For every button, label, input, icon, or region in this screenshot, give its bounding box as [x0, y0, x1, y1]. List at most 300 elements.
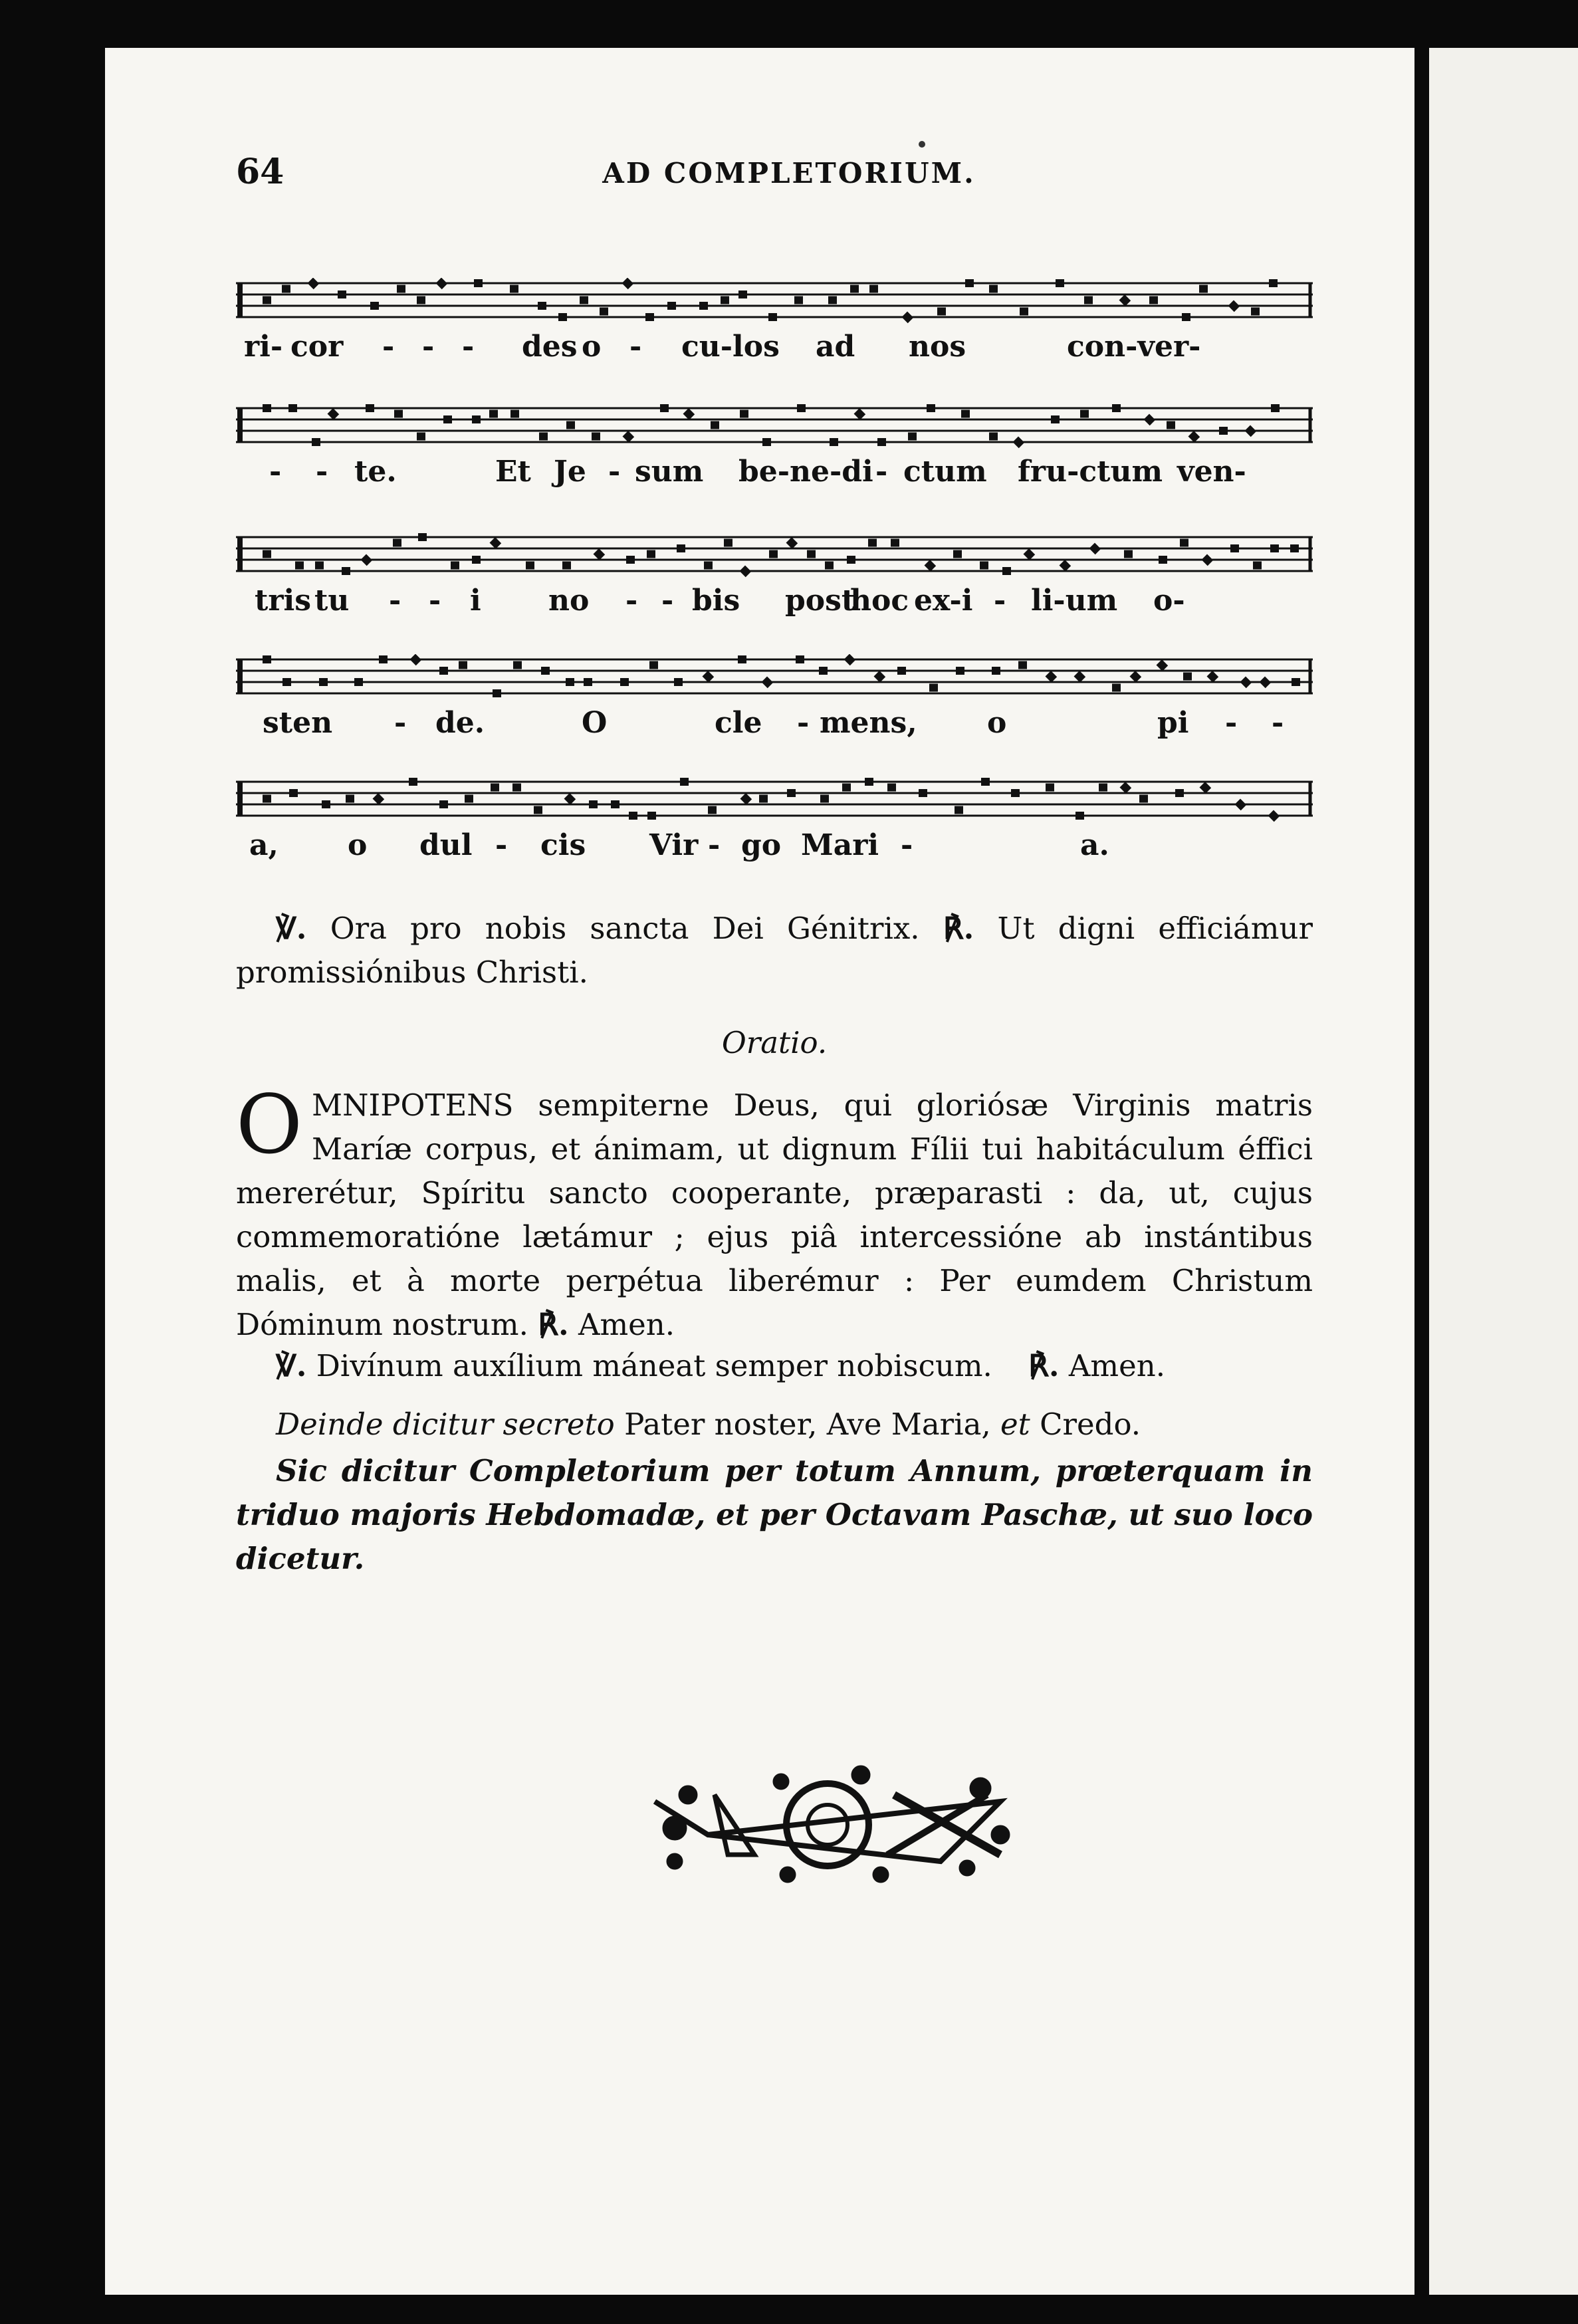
neume	[282, 285, 290, 293]
neume	[510, 410, 519, 418]
syllable: no	[548, 584, 590, 618]
neume	[263, 550, 271, 558]
syllable: -	[994, 584, 1006, 618]
neume	[623, 431, 635, 443]
syllable: -	[1272, 706, 1284, 740]
versicle-text: Ora pro nobis sancta Dei Génitrix.	[330, 911, 920, 946]
clef	[237, 283, 243, 317]
neume	[1180, 539, 1188, 547]
oratio-prayer	[236, 1078, 1313, 1347]
neume	[1271, 404, 1280, 412]
neume	[465, 795, 473, 803]
syllable: a,	[249, 828, 279, 862]
neume	[366, 404, 374, 412]
neume	[908, 433, 917, 441]
neume	[740, 566, 752, 578]
syllable: -	[1225, 706, 1238, 740]
oratio-heading: Oratio.	[721, 1025, 828, 1060]
neume	[1149, 296, 1158, 304]
neume	[768, 313, 777, 321]
neume	[1199, 285, 1208, 293]
syllable: nos	[909, 330, 966, 364]
neume	[897, 667, 906, 675]
neume	[667, 302, 676, 310]
neume	[1139, 795, 1148, 803]
neume	[410, 654, 422, 665]
rubric-roman: Pater noster, Ave Maria,	[624, 1407, 991, 1442]
syllable: tu	[314, 584, 350, 618]
staff	[236, 403, 1313, 455]
syllable: Vir	[649, 828, 699, 862]
syllable: -	[625, 584, 638, 618]
neume	[1112, 404, 1121, 412]
neume	[513, 661, 522, 669]
rubric-roman: Credo.	[1040, 1407, 1141, 1442]
neume	[342, 567, 350, 575]
neume	[580, 296, 588, 304]
neume	[512, 784, 521, 792]
neume	[902, 312, 914, 324]
neume	[1200, 782, 1212, 794]
neume	[1024, 548, 1036, 560]
neume	[887, 784, 896, 792]
drop-cap: O	[236, 1078, 303, 1172]
neume	[738, 655, 746, 663]
syllable: -	[661, 584, 674, 618]
neume	[865, 778, 873, 786]
syllable: Mari	[801, 828, 879, 862]
clef	[237, 537, 243, 571]
page-header	[0, 152, 1578, 211]
syllable: -	[422, 330, 435, 364]
neume	[289, 789, 298, 797]
staff	[236, 278, 1313, 330]
neume	[1089, 543, 1101, 555]
neume	[361, 554, 373, 566]
neume	[541, 667, 550, 675]
neume	[1056, 279, 1064, 287]
syllable: i	[470, 584, 481, 618]
syllable: sum	[635, 455, 704, 489]
versicle-symbol: ℣.	[276, 1348, 307, 1383]
neume	[708, 806, 717, 814]
neume	[1188, 431, 1200, 443]
neume	[674, 678, 683, 686]
neume	[877, 438, 886, 446]
neume	[1228, 300, 1240, 312]
neume	[1119, 294, 1131, 306]
neume	[592, 433, 600, 441]
staff	[236, 776, 1313, 828]
neume	[417, 296, 425, 304]
chant-system-2	[236, 403, 1313, 501]
neume	[850, 285, 859, 293]
neume	[417, 433, 425, 441]
chant-system-4	[236, 654, 1313, 753]
neume	[373, 793, 385, 805]
neume	[491, 784, 499, 792]
neume	[703, 671, 715, 683]
neume	[645, 313, 654, 321]
neume	[1235, 799, 1247, 811]
neume	[819, 667, 828, 675]
lyrics	[236, 455, 1313, 501]
syllable: a.	[1080, 828, 1109, 862]
neume	[474, 279, 483, 287]
syllable: -	[608, 455, 621, 489]
neume	[354, 678, 363, 686]
syllable: Je	[554, 455, 586, 489]
syllable: mens,	[820, 706, 917, 740]
neume	[322, 800, 330, 808]
neume	[1269, 279, 1278, 287]
syllable: -	[389, 584, 401, 618]
neume	[409, 778, 417, 786]
neume	[786, 537, 798, 549]
neume	[584, 678, 592, 686]
tailpiece-ornament	[628, 1755, 1027, 1888]
neume	[611, 800, 620, 808]
neume	[393, 539, 401, 547]
facing-page-edge	[1429, 48, 1578, 2295]
neume	[328, 408, 340, 420]
clef	[237, 782, 243, 816]
neume	[1268, 810, 1280, 822]
neume	[346, 795, 354, 803]
chant-system-5	[236, 776, 1313, 875]
neume	[558, 313, 567, 321]
neume	[704, 562, 713, 570]
versicle-text: Divínum auxílium máneat semper nobiscum.	[316, 1348, 992, 1383]
neume	[992, 667, 1000, 675]
neume	[769, 550, 778, 558]
neume	[1182, 313, 1190, 321]
neume	[1002, 567, 1011, 575]
neume	[1046, 784, 1054, 792]
neume	[740, 793, 752, 805]
neume	[418, 533, 427, 541]
clef	[237, 408, 243, 442]
neume	[724, 539, 733, 547]
neume	[566, 678, 574, 686]
neume	[394, 410, 403, 418]
syllable: ad	[816, 330, 855, 364]
neume	[526, 562, 534, 570]
syllable: -	[797, 706, 810, 740]
neume	[787, 789, 796, 797]
neume	[647, 550, 655, 558]
neume	[677, 544, 685, 552]
neume	[295, 562, 304, 570]
syllable: te.	[354, 455, 397, 489]
neume	[620, 678, 629, 686]
lyrics	[236, 828, 1313, 875]
neume	[1202, 554, 1214, 566]
chant-system-1	[236, 278, 1313, 376]
neume	[489, 410, 498, 418]
neume	[847, 556, 855, 564]
neume	[600, 308, 608, 316]
lyrics	[236, 330, 1313, 376]
syllable: be-ne-di	[738, 455, 873, 489]
neume	[828, 296, 837, 304]
neume	[660, 404, 669, 412]
neume	[1260, 677, 1272, 689]
neume	[338, 290, 346, 298]
neume	[956, 667, 964, 675]
neume	[493, 689, 501, 697]
response-text: Ut digni efficiámur promissiónibus Christi.	[236, 911, 1313, 990]
neume	[1075, 812, 1084, 820]
neume	[647, 812, 656, 820]
page-speck	[919, 141, 925, 148]
rubric-1	[236, 1403, 1313, 1447]
neume	[439, 800, 448, 808]
syllable: ex-i	[914, 584, 973, 618]
neume	[711, 421, 719, 429]
neume	[1270, 544, 1279, 552]
neume	[451, 562, 459, 570]
neume	[1144, 414, 1156, 426]
running-head: AD COMPLETORIUM.	[602, 157, 976, 189]
neume	[980, 562, 988, 570]
neume	[927, 404, 935, 412]
neume	[622, 278, 634, 289]
response-text: Amen.	[1068, 1348, 1165, 1383]
syllable: o	[582, 330, 602, 364]
syllable: o	[987, 706, 1007, 740]
neume	[1112, 684, 1121, 692]
neume	[1084, 296, 1093, 304]
syllable: O	[582, 706, 608, 740]
neume	[566, 421, 575, 429]
neume	[762, 677, 774, 689]
neume	[740, 410, 748, 418]
syllable: o	[348, 828, 368, 862]
neume	[288, 404, 297, 412]
syllable: -	[629, 330, 642, 364]
syllable: cor	[290, 330, 344, 364]
response-symbol: ℟.	[538, 1307, 569, 1342]
neume	[626, 556, 635, 564]
neume	[589, 800, 598, 808]
syllable: -	[429, 584, 441, 618]
lyrics	[236, 706, 1313, 753]
syllable: -	[382, 330, 395, 364]
neume	[594, 548, 606, 560]
neume	[1018, 661, 1027, 669]
neume	[263, 655, 271, 663]
neume	[820, 795, 829, 803]
syllable: tris	[255, 584, 311, 618]
neume	[1120, 782, 1132, 794]
neume	[961, 410, 970, 418]
neume	[919, 789, 927, 797]
neume	[891, 539, 899, 547]
neume	[539, 433, 548, 441]
syllable: ri-	[244, 330, 283, 364]
rubric-italic: et	[1000, 1407, 1030, 1442]
neume	[868, 539, 877, 547]
neume	[315, 562, 324, 570]
page-number: 64	[236, 152, 284, 192]
neume	[1060, 560, 1071, 572]
neume	[721, 296, 729, 304]
neume	[1230, 544, 1239, 552]
neume	[825, 562, 834, 570]
neume	[869, 285, 878, 293]
neume	[1251, 308, 1260, 316]
rubric-italic: Deinde dicitur secreto	[276, 1407, 615, 1442]
neume	[538, 302, 546, 310]
neume	[629, 812, 637, 820]
neume	[439, 667, 448, 675]
response-symbol: ℟.	[943, 911, 974, 946]
neume	[1130, 671, 1142, 683]
neume	[1175, 789, 1184, 797]
neume	[683, 408, 695, 420]
syllable: cis	[540, 828, 586, 862]
neume	[738, 290, 747, 298]
neume	[1124, 550, 1133, 558]
neume	[981, 778, 990, 786]
neume	[510, 285, 518, 293]
response-symbol: ℟.	[1028, 1348, 1060, 1383]
syllable: sten	[263, 706, 333, 740]
neume	[490, 537, 502, 549]
neume	[680, 778, 689, 786]
neume	[436, 278, 448, 289]
neume	[989, 433, 998, 441]
syllable: des	[522, 330, 578, 364]
neume	[797, 404, 806, 412]
syllable: de.	[435, 706, 485, 740]
neume	[762, 438, 771, 446]
neume	[807, 550, 816, 558]
syllable: -	[462, 330, 475, 364]
neume	[796, 655, 804, 663]
clef	[237, 659, 243, 693]
neume	[759, 795, 768, 803]
neume	[1051, 415, 1060, 423]
neume	[1253, 562, 1262, 570]
neume	[370, 302, 379, 310]
syllable: fru-ctum	[1018, 455, 1163, 489]
neume	[397, 285, 405, 293]
neume	[937, 308, 946, 316]
neume	[854, 408, 866, 420]
neume	[929, 684, 938, 692]
syllable: dul	[419, 828, 473, 862]
neume	[564, 793, 576, 805]
neume	[1292, 678, 1300, 686]
syllable: bis	[692, 584, 740, 618]
neume	[1011, 789, 1020, 797]
neume	[1159, 556, 1167, 564]
neume	[282, 678, 291, 686]
syllable: -	[495, 828, 508, 862]
neume	[459, 661, 467, 669]
neume	[874, 671, 886, 683]
neume	[1046, 671, 1058, 683]
neume	[649, 661, 658, 669]
response-text: Amen.	[578, 1307, 675, 1342]
syllable: Et	[495, 455, 531, 489]
neume	[534, 806, 542, 814]
neume	[319, 678, 328, 686]
syllable: cle	[715, 706, 762, 740]
neume	[1099, 784, 1107, 792]
syllable: o-	[1153, 584, 1185, 618]
neume	[1020, 308, 1028, 316]
syllable: -	[875, 455, 888, 489]
neume	[1167, 421, 1175, 429]
syllable: hoc	[850, 584, 909, 618]
neume	[263, 795, 271, 803]
syllable: -	[316, 455, 328, 489]
neume	[472, 415, 481, 423]
neume	[844, 654, 856, 665]
syllable: -	[708, 828, 721, 862]
neume	[989, 285, 998, 293]
prayer-body: sempiterne Deus, qui gloriósæ Virginis matris Maríæ corpus, et ánimam, ut dignum Fílii tui habitáculum éffici mererétur, Spíritu sancto cooperante, præparasti : da, ut, cujus commemoratióne lætámur ; ejus piâ intercessióne ab instántibus malis, et à morte perpétua liberémur : Per eumdem Christum Dóminum nostrum.	[236, 1088, 1313, 1342]
neume	[308, 278, 320, 289]
neume	[1245, 425, 1257, 437]
rubric-2: Sic dicitur Completorium per totum Annum, prœterquam in triduo majoris Hebdomadæ, et per Octavam Paschæ, ut suo loco dicetur.	[236, 1453, 1313, 1576]
neume	[1080, 410, 1089, 418]
syllable: ven-	[1177, 455, 1246, 489]
lyrics	[236, 584, 1313, 630]
neume	[1157, 659, 1169, 671]
neume	[925, 560, 937, 572]
syllable: con-ver-	[1067, 330, 1201, 364]
neume	[1219, 427, 1228, 435]
chant-system-3	[236, 532, 1313, 630]
syllable: cu-los	[681, 330, 780, 364]
neume	[830, 438, 838, 446]
syllable: go	[741, 828, 782, 862]
versicle-symbol: ℣.	[276, 911, 307, 946]
neume	[443, 415, 452, 423]
neume	[472, 556, 481, 564]
syllable: -	[394, 706, 407, 740]
neume	[1013, 437, 1025, 449]
syllable: -	[901, 828, 913, 862]
neume	[263, 404, 271, 412]
staff	[236, 532, 1313, 584]
versicle-response-2	[236, 1344, 1313, 1388]
neume	[1074, 671, 1086, 683]
neume	[379, 655, 388, 663]
neume	[699, 302, 708, 310]
neume	[1240, 677, 1252, 689]
versicle-response-1	[236, 907, 1313, 994]
neume	[1290, 544, 1299, 552]
staff	[236, 654, 1313, 706]
syllable: -	[269, 455, 282, 489]
neume	[953, 550, 962, 558]
neume	[312, 438, 320, 446]
neume	[1183, 673, 1192, 681]
syllable: post	[785, 584, 855, 618]
neume	[1207, 671, 1219, 683]
neume	[562, 562, 571, 570]
first-word: MNIPOTENS	[312, 1088, 514, 1123]
syllable: pi	[1157, 706, 1189, 740]
neume	[794, 296, 803, 304]
neume	[263, 296, 271, 304]
syllable: li-um	[1031, 584, 1118, 618]
